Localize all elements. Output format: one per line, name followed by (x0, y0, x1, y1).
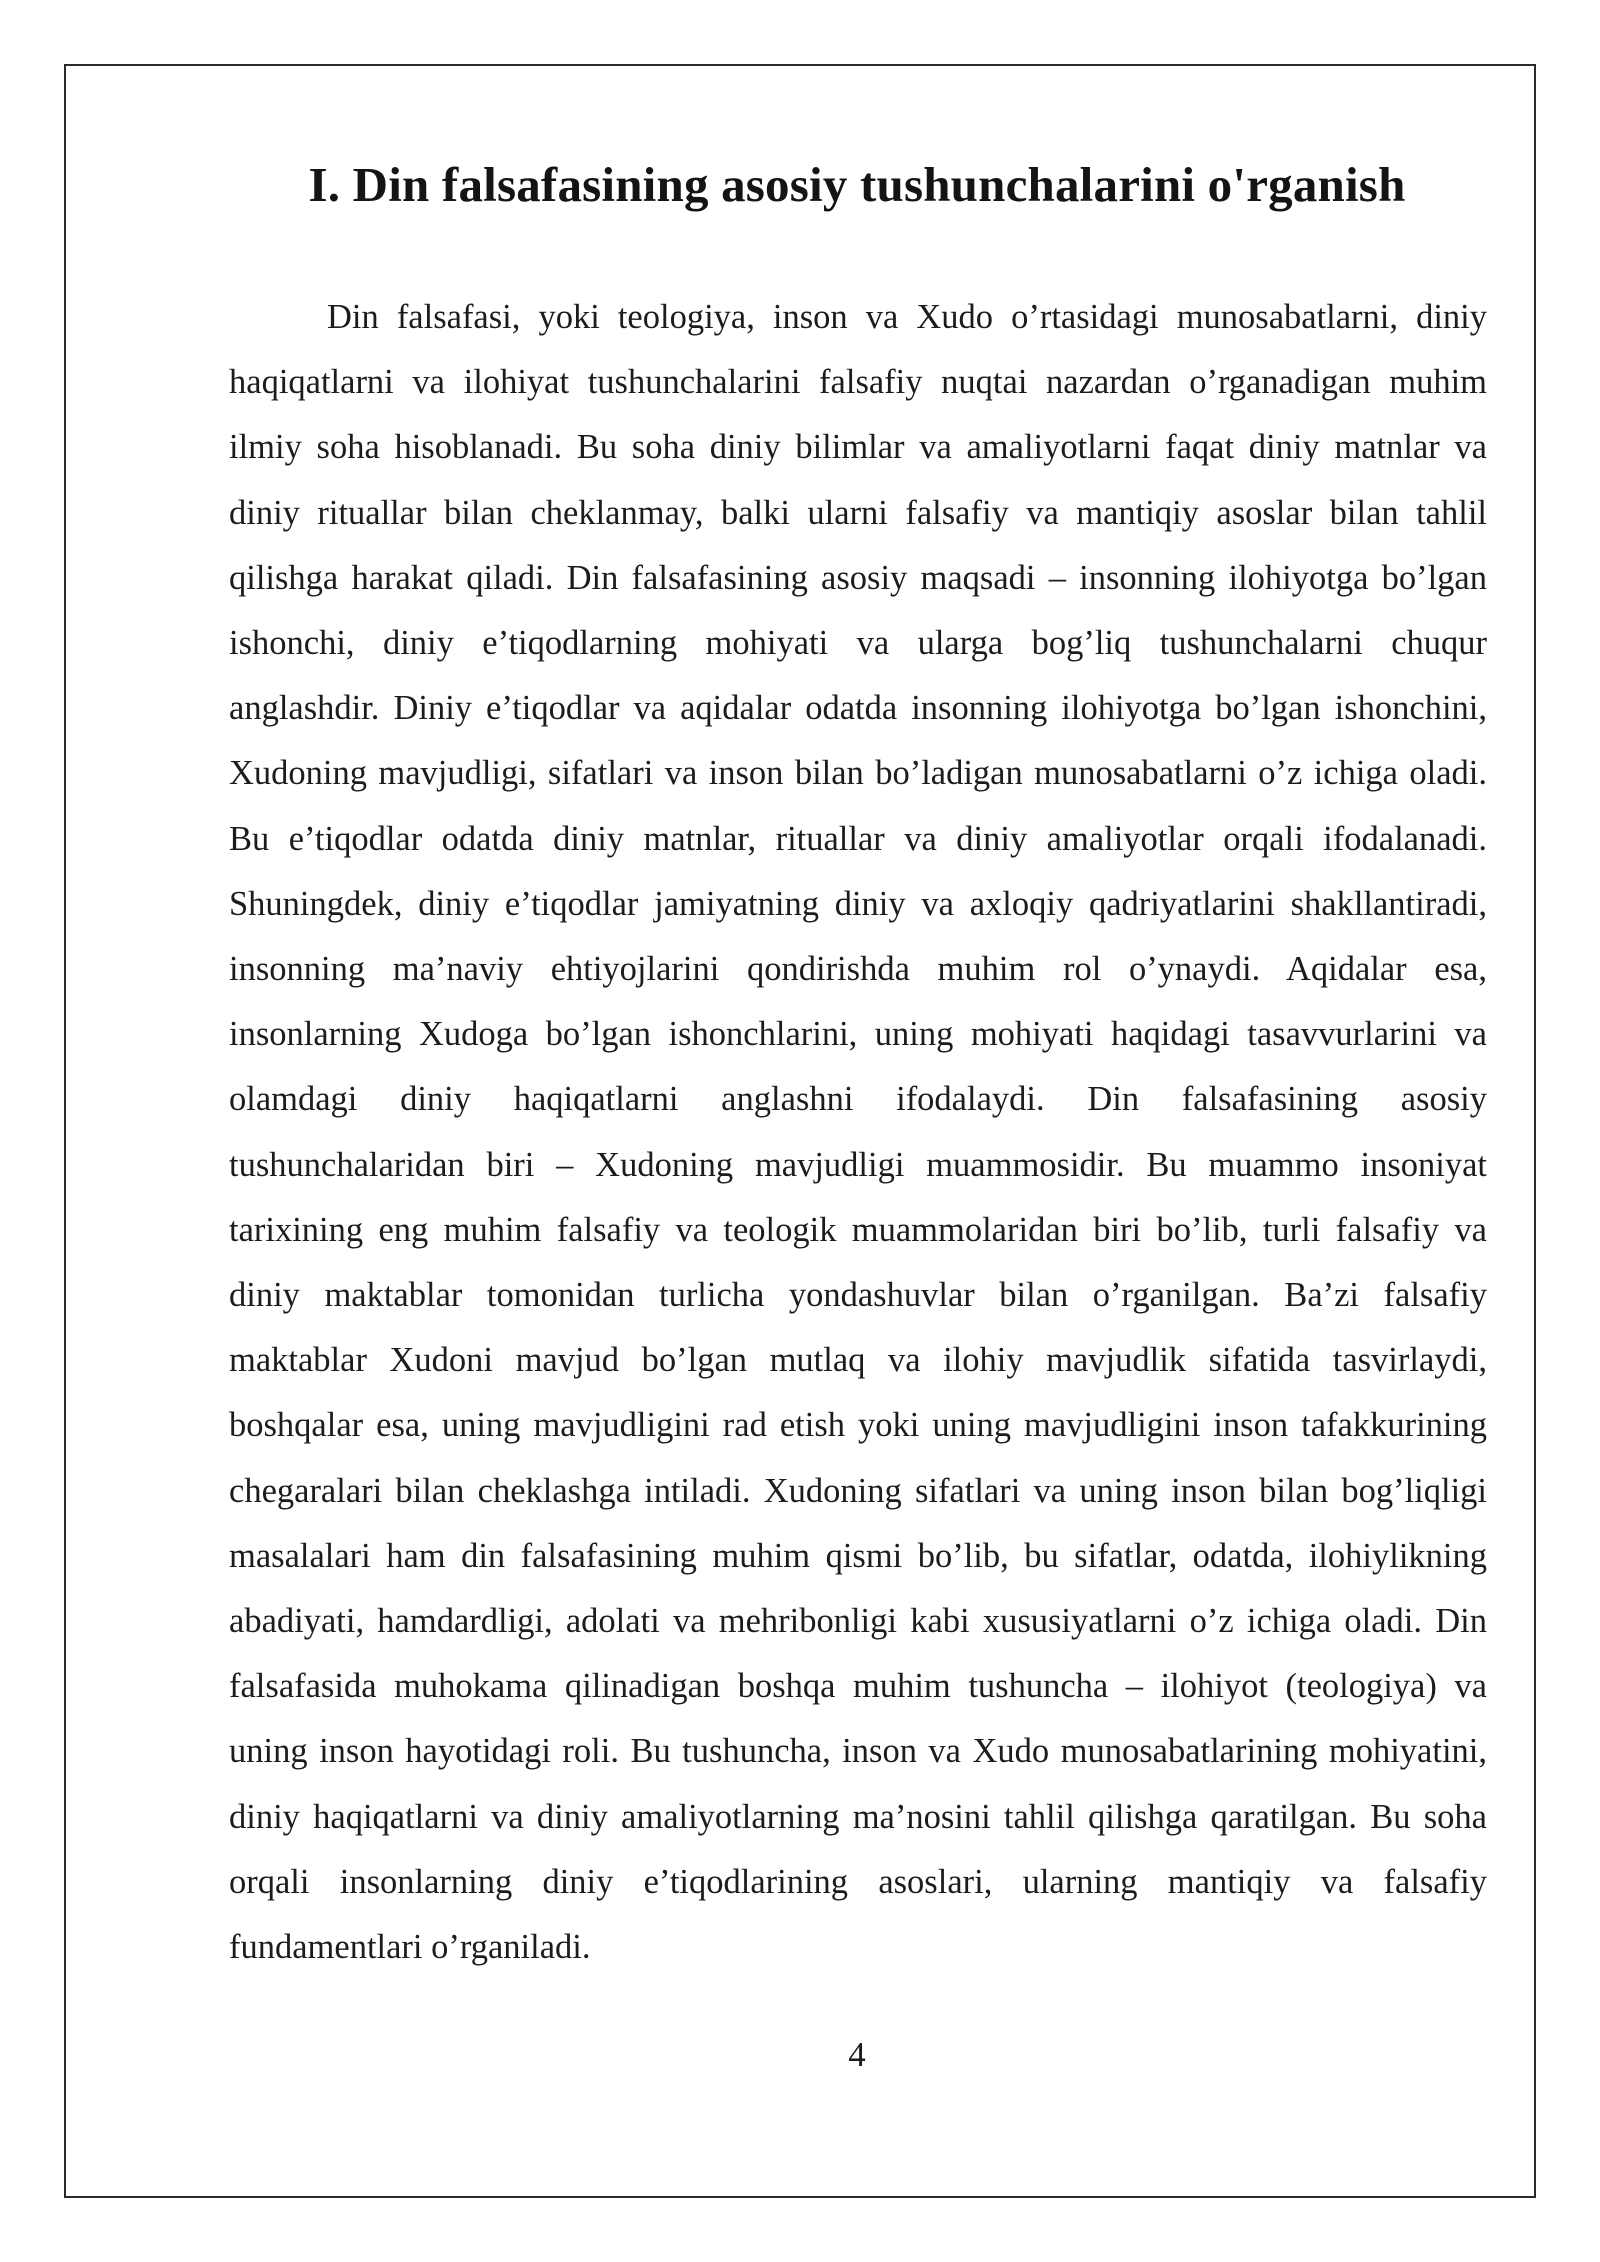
body-paragraph: Din falsafasi, yoki teologiya, inson va Xudo o’rtasidagi munosabatlarni, diniy haqiqatlarni va ilohiyat tushunchalarini falsafiy nuqtai nazardan o’rganadigan muhim ilmiy soha hisoblanadi. Bu soha diniy bilimlar va amaliyotlarni faqat diniy matnlar va diniy rituallar bilan cheklanmay, balki ularni falsafiy va mantiqiy asoslar bilan tahlil qilishga harakat qiladi. Din falsafasining asosiy maqsadi – insonning ilohiyotga bo’lgan ishonchi, diniy e’tiqodlarning mohiyati va ularga bog’liq tushunchalarni chuqur anglashdir. Diniy e’tiqodlar va aqidalar odatda insonning ilohiyotga bo’lgan ishonchini, Xudoning mavjudligi, sifatlari va inson bilan bo’ladigan munosabatlarni o’z ichiga oladi. Bu e’tiqodlar odatda diniy matnlar, rituallar va diniy amaliyotlar orqali ifodalanadi. Shuningdek, diniy e’tiqodlar jamiyatning diniy va axloqiy qadriyatlarini shakllantiradi, insonning ma’naviy ehtiyojlarini qondirishda muhim rol o’ynaydi. Aqidalar esa, insonlarning Xudoga bo’lgan ishonchlarini, uning mohiyati haqidagi tasavvurlarini va olamdagi diniy haqiqatlarni anglashni ifodalaydi. Din falsafasining asosiy tushunchalaridan biri – Xudoning mavjudligi muammosidir. Bu muammo insoniyat tarixining eng muhim falsafiy va teologik muammolaridan biri bo’lib, turli falsafiy va diniy maktablar tomonidan turlicha yondashuvlar bilan o’rganilgan. Ba’zi falsafiy maktablar Xudoni mavjud bo’lgan mutlaq va ilohiy mavjudlik sifatida tasvirlaydi, boshqalar esa, uning mavjudligini rad etish yoki uning mavjudligini inson tafakkurining chegaralari bilan cheklashga intiladi. Xudoning sifatlari va uning inson bilan bog’liqligi masalalari ham din falsafasining muhim qismi bo’lib, bu sifatlar, odatda, ilohiylikning abadiyati, hamdardligi, adolati va mehribonligi kabi xususiyatlarni o’z ichiga oladi. Din falsafasida muhokama qilinadigan boshqa muhim tushuncha – ilohiyot (teologiya) va uning inson hayotidagi roli. Bu tushuncha, inson va Xudo munosabatlarining mohiyatini, diniy haqiqatlarni va diniy amaliyotlarning ma’nosini tahlil qilishga qaratilgan. Bu soha orqali insonlarning diniy e’tiqodlarining asoslari, ularning mantiqiy va falsafiy fundamentlari o’rganiladi. (229, 298, 1487, 1967)
section-title: I. Din falsafasining asosiy tushunchalarini o'rganish (308, 157, 1406, 212)
page-number: 4 (848, 2036, 866, 2074)
